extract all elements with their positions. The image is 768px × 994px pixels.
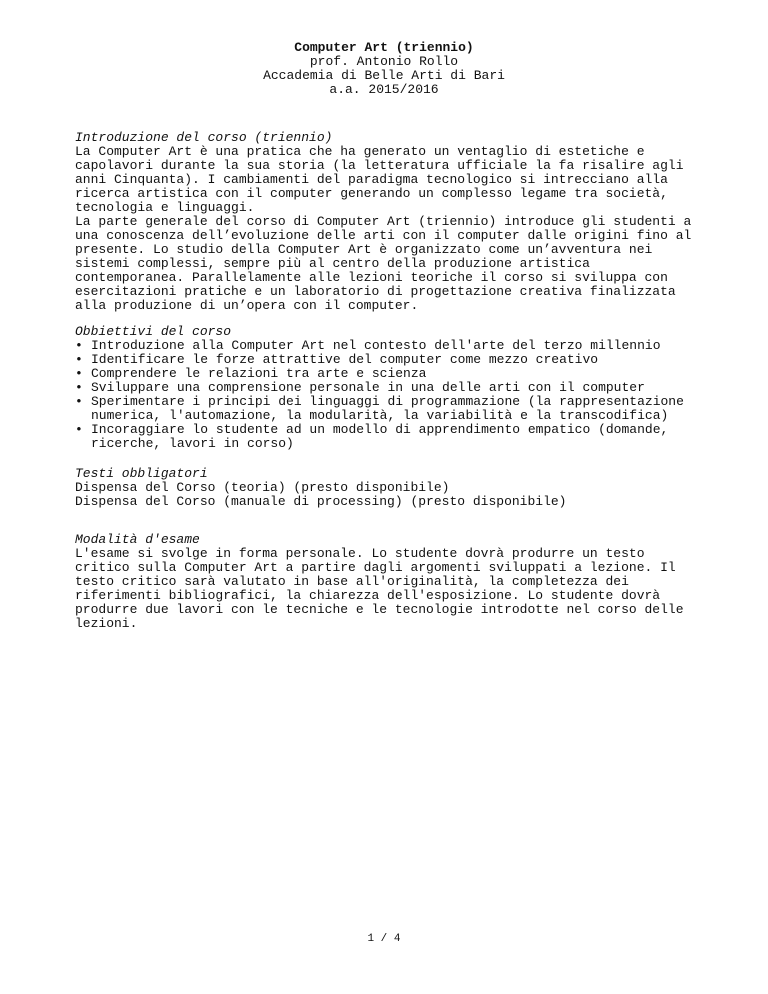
text-line: Dispensa del Corso (teoria) (presto disponibile) [75, 480, 450, 495]
institution-name: Accademia di Belle Arti di Bari [263, 68, 505, 83]
exam-line: riferimenti bibliografici, la chiarezza dell'esposizione. Lo studente dovrà [75, 588, 661, 603]
objective-line: • Incoraggiare lo studente ad un modello di apprendimento empatico (domande, [91, 422, 669, 437]
objective-line: ricerche, lavori in corso) [91, 436, 294, 451]
professor-name: prof. Antonio Rollo [309, 54, 459, 69]
intro-line: contemporanea. Parallelamente alle lezioni teoriche il corso si sviluppa con [75, 270, 668, 285]
intro-line: ricerca artistica con il computer generando un complesso legame tra società, [75, 186, 668, 201]
course-title: Computer Art (triennio) [294, 40, 474, 55]
texts-section [75, 467, 695, 509]
list-item [75, 339, 695, 353]
intro-line: capolavori durante la sua storia (la letteratura ufficiale la fa risalire agli [75, 158, 684, 173]
objective-line: • Comprendere le relazioni tra arte e scienza [91, 366, 427, 381]
page-number: 1 / 4 [367, 933, 401, 945]
objective-line: • Sviluppare una comprensione personale in una delle arti con il computer [91, 380, 645, 395]
text-line: Dispensa del Corso (manuale di processing) (presto disponibile) [75, 494, 567, 509]
intro-line: una conoscenza dell’evoluzione delle arti con il computer dalle origini fino al [75, 228, 692, 243]
objectives-section [75, 325, 695, 451]
exam-line: lezioni. [75, 616, 138, 631]
objective-line: numerica, l'automazione, la modularità, la variabilità e la transcodifica) [91, 408, 669, 423]
intro-line: presente. Lo studio della Computer Art è organizzato come un’avventura nei [75, 242, 653, 257]
intro-paragraph [75, 145, 695, 313]
intro-line: alla produzione di un’opera con il computer. [75, 298, 419, 313]
exam-line: L'esame si svolge in forma personale. Lo studente dovrà produrre un testo [75, 546, 645, 561]
list-item [75, 367, 695, 381]
objective-line: • Introduzione alla Computer Art nel contesto dell'arte del terzo millennio [91, 338, 661, 353]
list-item [75, 395, 695, 423]
objective-line: • Identificare le forze attrattive del computer come mezzo creativo [91, 352, 599, 367]
document-header [0, 41, 768, 97]
objective-line: • Sperimentare i principi dei linguaggi di programmazione (la rappresentazione [91, 394, 684, 409]
exam-line: produrre due lavori con le tecniche e le tecnologie introdotte nel corso delle [75, 602, 684, 617]
list-item [75, 353, 695, 367]
intro-line: esercitazioni pratiche e un laboratorio di progettazione creativa finalizzata [75, 284, 676, 299]
intro-line: La parte generale del corso di Computer Art (triennio) introduce gli studenti a [75, 214, 692, 229]
exam-heading: Modalità d'esame [75, 532, 200, 547]
objectives-heading: Obbiettivi del corso [75, 324, 232, 339]
intro-section [75, 131, 695, 313]
list-item [75, 381, 695, 395]
texts-heading: Testi obbligatori [75, 466, 208, 481]
intro-line: anni Cinquanta). I cambiamenti del paradigma tecnologico si intrecciano alla [75, 172, 668, 187]
exam-section [75, 533, 695, 631]
intro-line: La Computer Art è una pratica che ha generato un ventaglio di estetiche e [75, 144, 645, 159]
list-item [75, 423, 695, 451]
intro-heading: Introduzione del corso (triennio) [75, 130, 333, 145]
intro-line: tecnologia e linguaggi. [75, 200, 255, 215]
exam-line: critico sulla Computer Art a partire dagli argomenti sviluppati a lezione. Il [75, 560, 676, 575]
objectives-list [75, 339, 695, 451]
exam-line: testo critico sarà valutato in base all'originalità, la completezza dei [75, 574, 629, 589]
intro-line: sistemi complessi, sempre più al centro della produzione artistica [75, 256, 590, 271]
academic-year: a.a. 2015/2016 [329, 82, 439, 97]
